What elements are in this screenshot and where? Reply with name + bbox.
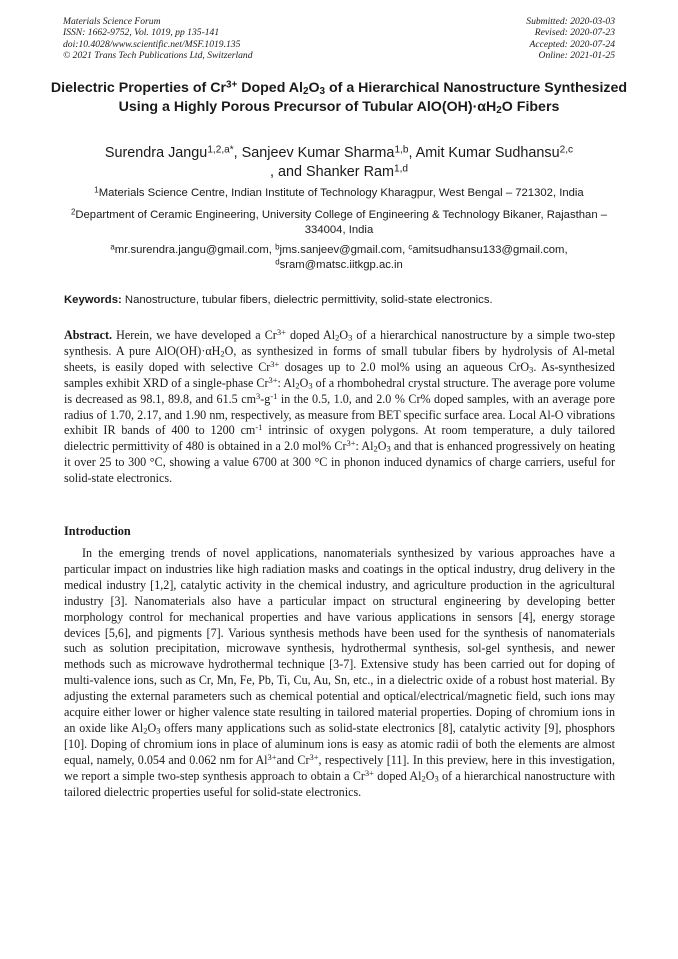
email-mark: a — [110, 242, 115, 252]
email-list — [50, 243, 628, 273]
abstract-sup: 3+ — [268, 374, 278, 385]
author-name: Surendra Jangu — [104, 145, 208, 161]
affiliation-1 — [50, 186, 628, 201]
affiliation-2 — [50, 208, 628, 238]
section-heading-introduction: Introduction — [64, 524, 131, 538]
intro-sub: 2 — [421, 773, 426, 784]
abstract-label: Abstract. — [64, 328, 113, 342]
abstract-text: dosages up to 2.0 mol% using an aqueous CrO — [279, 359, 530, 374]
abstract-text: : Al — [355, 439, 374, 454]
abstract-sup: 3+ — [276, 327, 286, 338]
intro-text: O — [425, 768, 435, 783]
intro-sub: 3 — [156, 725, 161, 736]
abstract-text: of a hierarchical nanostructure by a simple two-step synthesis. A pure AlO(OH)·αH — [64, 328, 616, 358]
author-affil-mark: 1,2,a* — [207, 144, 234, 156]
keywords-text: Nanostructure, tubular fibers, dielectric permittivity, solid-state electronics. — [121, 294, 493, 306]
abstract-sup: 3+ — [346, 438, 356, 449]
abstract-sup: -1 — [255, 422, 263, 433]
journal-name: Materials Science Forum — [63, 16, 161, 27]
abstract-text: doped Al — [285, 328, 336, 342]
author-name: , Amit Kumar Sudhansu — [408, 145, 560, 161]
abstract-text: in the 0.5, 1.0, and 2.0 % Cr% doped samples, with an average pore radius of 1.70, 2.17, and 1.90 nm, respectively, as measure from BET specific surface area. Local Al-O vibrations exhibit IR bands of 400 to 1200 cm — [64, 391, 616, 438]
author-affil-mark: 1,d — [393, 163, 408, 175]
title-part: Dielectric Properties of Cr — [50, 80, 226, 96]
email-mark: d — [275, 257, 280, 267]
abstract-sub: 2 — [220, 348, 225, 359]
article-dates — [526, 16, 615, 61]
title-sub: 2 — [496, 104, 502, 116]
online-date: Online: 2021-01-25 — [538, 49, 615, 61]
email-link[interactable]: mr.surendra.jangu@gmail.com, — [114, 244, 276, 256]
intro-text: offers many applications such as solid-state electronics [8], catalytic activity [9], phosphors [10]. Doping of chromium ions in place of aluminum ions is easy as atomic radii of both the elements are almost equal, namely, 0.054 and 0.062 nm for Al — [64, 720, 615, 767]
abstract-sup: 3 — [256, 390, 261, 401]
abstract-sub: 3 — [386, 444, 391, 455]
intro-text: of a hierarchical nanostructure with tailored dielectric properties useful for solid-state electronics. — [64, 768, 616, 799]
title-sub: 2 — [302, 85, 309, 97]
abstract-sub: 2 — [335, 332, 340, 343]
abstract-sub: 3 — [529, 364, 534, 375]
paper-title — [50, 79, 628, 116]
abstract-text: O — [299, 375, 309, 390]
abstract-sub: 3 — [308, 380, 313, 391]
author-affil-mark: 2,c — [559, 144, 574, 156]
intro-text: doped Al — [373, 768, 422, 783]
submitted-date: Submitted: 2020-03-03 — [526, 16, 615, 27]
accepted-date: Accepted: 2020-07-24 — [529, 38, 615, 50]
copyright: © 2021 Trans Tech Publications Ltd, Switzerland — [63, 49, 253, 61]
title-part: of a Hierarchical Nanostructure Synthesized Using a Highly Porous Precursor of Tubular AlO(OH)·αH — [118, 80, 628, 115]
abstract-text: O — [339, 328, 349, 342]
introduction-paragraph — [64, 546, 615, 801]
abstract-text: Herein, we have developed a Cr — [112, 328, 277, 342]
email-link[interactable]: amitsudhansu133@gmail.com, — [412, 244, 568, 256]
journal-info — [63, 16, 253, 61]
revised-date: Revised: 2020-07-23 — [534, 27, 615, 39]
intro-text: , respectively [11]. In this preview, here in this investigation, we report a simple two-step synthesis approach to obtain a Cr — [64, 752, 615, 783]
intro-sub: 2 — [143, 725, 148, 736]
abstract-text: -g — [260, 391, 271, 406]
intro-text: and Cr — [276, 752, 310, 767]
abstract-text: O — [377, 439, 387, 454]
intro-sup: 3+ — [364, 767, 374, 778]
email-mark: c — [408, 242, 413, 252]
keywords — [64, 293, 616, 308]
intro-sup: 3+ — [267, 751, 277, 762]
title-sup: 3+ — [225, 79, 238, 91]
email-link[interactable]: sram@matsc.iitkgp.ac.in — [279, 259, 403, 271]
affiliation-text: Materials Science Centre, Indian Institute of Technology Kharagpur, West Bengal – 721302, India — [98, 187, 584, 199]
title-part: Doped Al — [237, 80, 303, 96]
title-sub: 3 — [319, 85, 326, 97]
author-name: , and Shanker Ram — [269, 164, 394, 180]
abstract-sub: 2 — [295, 380, 300, 391]
keywords-label: Keywords: — [64, 294, 122, 306]
affiliation-mark: 1 — [94, 185, 99, 195]
abstract-sup: -1 — [270, 390, 278, 401]
abstract-sub: 3 — [348, 332, 353, 343]
abstract-text: of a rhombohedral crystal structure. The average pore volume is decreased as 98.1, 89.8, and 61.5 cm — [64, 375, 615, 406]
abstract-text: intrinsic of oxygen polygons. At room temperature, a duly tailored dielectric permittivity of 480 is obtained in a 2.0 mol% Cr — [64, 423, 615, 454]
abstract-text: . As-synthesized samples exhibit XRD of a single-phase Cr — [64, 359, 615, 390]
abstract-text: : Al — [277, 375, 296, 390]
intro-sub: 3 — [434, 773, 439, 784]
abstract-text: and that is enhanced progressively on heating it over 25 to 300 °C, showing a value 6700 at 300 °C in phonon induced dynamics of charge carriers, useful for solid-state electronics. — [64, 439, 615, 486]
title-part: O — [308, 80, 320, 96]
issn-volume: ISSN: 1662-9752, Vol. 1019, pp 135-141 — [63, 27, 220, 39]
title-part: O Fibers — [501, 98, 560, 115]
affiliation-mark: 2 — [70, 207, 76, 217]
email-link[interactable]: jms.sanjeev@gmail.com, — [279, 244, 409, 256]
abstract-sub: 2 — [373, 444, 378, 455]
intro-sup: 3+ — [309, 751, 319, 762]
author-affil-mark: 1,b — [394, 144, 409, 156]
abstract-text: O, as synthesized in forms of small tubular fibers by hydrolysis of Al-metal sheets, is easily doped with selective Cr — [64, 343, 615, 374]
affiliation-text: Department of Ceramic Engineering, University College of Engineering & Technology Bikaner, Rajasthan – 334004, India — [75, 209, 608, 236]
intro-text: In the emerging trends of novel applications, nanomaterials synthesized by various approaches have a particular impact on industries like high radiation masks and coatings in the optical industry, drug delivery in the medical industry [1,2], catalytic activity in the chemical industry, and agriculture production in the agricultural industry [3]. Nanomaterials also have a particular impact on structural engineering by developing better morphology control for mechanical properties and have various applications in sensors [4], energy storage devices [5,6], and pigments [7]. Various synthesis methods have been used for the synthesis of nanomaterials such as solution precipitation, microwave synthesis, hydrothermal synthesis, sol-gel synthesis, and newer methods such as microwave hydrothermal technique [3-7]. Extensive study has been carried out for doping of multi-valence ions, such as Cr, Mn, Fe, Pb, Ti, Cu, Au, Sn, etc., in a dielectric oxide of a robust host material. By adjusting the external parameters such as chemical potential and optical/electrical/magnetic field, such ions may acquire either lower or higher valence state resulting in tailored material properties. Doping of chromium ions in an oxide like Al — [64, 546, 615, 735]
author-name: , Sanjeev Kumar Sharma — [233, 145, 395, 161]
abstract-sup: 3+ — [270, 359, 280, 370]
abstract — [64, 328, 615, 487]
email-mark: b — [275, 242, 280, 252]
intro-text: O — [147, 720, 157, 735]
doi-link[interactable]: doi:10.4028/www.scientific.net/MSF.1019.135 — [63, 38, 241, 50]
author-list — [50, 144, 628, 182]
